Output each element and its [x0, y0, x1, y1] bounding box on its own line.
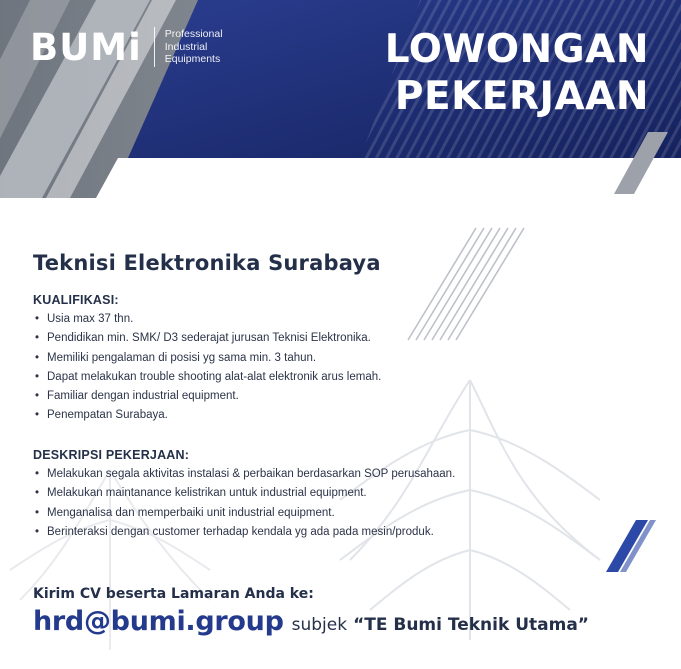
headline-line: PEKERJAAN: [394, 74, 649, 119]
brand-tagline: [165, 28, 223, 66]
job-description-section: [33, 448, 455, 542]
tagline-line: Equipments: [164, 53, 221, 66]
tagline-line: Industrial: [164, 40, 208, 53]
poster-headline: [385, 26, 649, 120]
list-item: • Penempatan Surabaya.: [33, 406, 381, 425]
application-email[interactable]: hrd@bumi.group: [33, 606, 284, 637]
brand-wordmark: BUMi: [30, 25, 142, 69]
application-label: Kirim CV beserta Lamaran Anda ke:: [33, 586, 314, 602]
job-description-list: [33, 465, 455, 542]
tagline-line: Professional: [164, 28, 223, 41]
logo-divider: [154, 27, 155, 67]
subject-label: subjek: [291, 615, 348, 635]
qualifications-section: [33, 293, 381, 426]
section-title: DESKRIPSI PEKERJAAN:: [33, 448, 190, 462]
list-item: • Melakukan maintanance kelistrikan untuk industrial equipment.: [33, 484, 455, 503]
list-item: • Usia max 37 thn.: [33, 310, 381, 329]
list-item: • Memiliki pengalaman di posisi yg sama min. 3 tahun.: [33, 349, 381, 368]
qualifications-list: [33, 310, 381, 426]
list-item: • Berinteraksi dengan customer terhadap kendala yg ada pada mesin/produk.: [33, 523, 455, 542]
list-item: • Familiar dengan industrial equipment.: [33, 387, 381, 406]
list-item: • Melakukan segala aktivitas instalasi & perbaikan berdasarkan SOP perusahaan.: [33, 465, 455, 484]
list-item: • Dapat melakukan trouble shooting alat-alat elektronik arus lemah.: [33, 368, 381, 387]
subject-value: “TE Bumi Teknik Utama”: [353, 615, 589, 635]
list-item: • Pendidikan min. SMK/ D3 sederajat jurusan Teknisi Elektronika.: [33, 329, 381, 348]
brand-logo: [30, 27, 223, 67]
application-contact: [33, 606, 589, 637]
section-title: KUALIFIKASI:: [33, 293, 119, 307]
headline-line: LOWONGAN: [384, 27, 649, 72]
job-title: Teknisi Elektronika Surabaya: [33, 251, 381, 275]
list-item: • Menganalisa dan memperbaiki unit industrial equipment.: [33, 504, 455, 523]
